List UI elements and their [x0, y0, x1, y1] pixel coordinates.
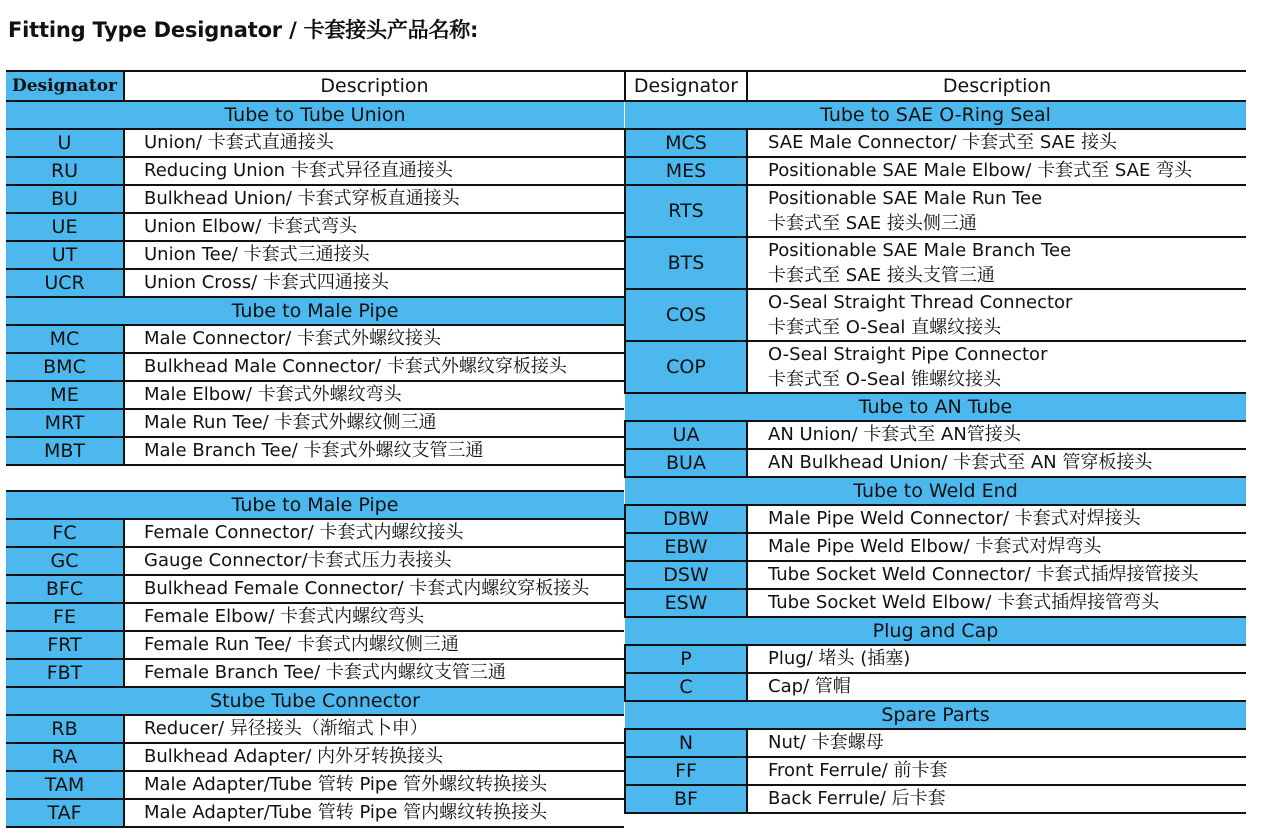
description-cell: Male Elbow/ 卡套式外螺纹弯头 — [124, 381, 624, 409]
description-line-1: Positionable SAE Male Run Tee — [768, 188, 1043, 209]
description-cell: Front Ferrule/ 前卡套 — [747, 757, 1246, 785]
table-row — [625, 237, 1246, 289]
table-row — [6, 799, 624, 827]
description-cell — [747, 289, 1246, 341]
description-cell: Male Connector/ 卡套式外螺纹接头 — [124, 325, 624, 353]
table-row — [6, 269, 624, 297]
designator-code: BU — [6, 185, 124, 213]
description-cell: Bulkhead Male Connector/ 卡套式外螺纹穿板接头 — [124, 353, 624, 381]
description-cell: Reducer/ 异径接头（渐缩式卜申） — [124, 715, 624, 743]
table-row — [6, 409, 624, 437]
designator-code: BTS — [625, 237, 747, 289]
designator-code: ESW — [625, 589, 747, 617]
designator-code: UA — [625, 421, 747, 449]
description-cell: Female Connector/ 卡套式内螺纹接头 — [124, 519, 624, 547]
description-line-2: 卡套式至 O-Seal 锥螺纹接头 — [768, 369, 1002, 390]
section-title: Tube to Male Pipe — [6, 297, 624, 325]
description-cell: Tube Socket Weld Connector/ 卡套式插焊接管接头 — [747, 561, 1246, 589]
table-row — [625, 505, 1246, 533]
section-header — [6, 687, 624, 715]
table-row — [6, 603, 624, 631]
table-row — [6, 575, 624, 603]
designator-code: N — [625, 729, 747, 757]
description-cell: Union Tee/ 卡套式三通接头 — [124, 241, 624, 269]
section-header — [625, 477, 1246, 505]
description-cell: Union Elbow/ 卡套式弯头 — [124, 213, 624, 241]
table-row — [6, 743, 624, 771]
table-row — [625, 289, 1246, 341]
description-cell: Union Cross/ 卡套式四通接头 — [124, 269, 624, 297]
designator-code: FRT — [6, 631, 124, 659]
designator-code: RA — [6, 743, 124, 771]
table-row — [6, 659, 624, 687]
description-cell: Plug/ 堵头 (插塞) — [747, 645, 1246, 673]
description-cell: Tube Socket Weld Elbow/ 卡套式插焊接管弯头 — [747, 589, 1246, 617]
right-designator-table — [624, 70, 1246, 814]
description-cell: Positionable SAE Male Elbow/ 卡套式至 SAE 弯头 — [747, 157, 1246, 185]
designator-code: MC — [6, 325, 124, 353]
description-cell: SAE Male Connector/ 卡套式至 SAE 接头 — [747, 129, 1246, 157]
description-cell — [747, 341, 1246, 393]
table-row — [625, 729, 1246, 757]
description-cell: Bulkhead Adapter/ 内外牙转换接头 — [124, 743, 624, 771]
designator-code: RTS — [625, 185, 747, 237]
description-cell: Male Pipe Weld Connector/ 卡套式对焊接头 — [747, 505, 1246, 533]
section-title: Tube to Tube Union — [6, 101, 624, 129]
table-row — [6, 437, 624, 465]
designator-code: BF — [625, 785, 747, 813]
section-title: Tube to Weld End — [625, 477, 1246, 505]
table-row — [6, 519, 624, 547]
description-cell — [747, 237, 1246, 289]
table-row — [625, 449, 1246, 477]
section-title: Plug and Cap — [625, 617, 1246, 645]
table-row — [6, 715, 624, 743]
designator-code: TAF — [6, 799, 124, 827]
designator-header: Designator — [625, 71, 747, 101]
table-row — [625, 645, 1246, 673]
table-row — [6, 325, 624, 353]
table-row — [625, 533, 1246, 561]
section-title: Stube Tube Connector — [6, 687, 624, 715]
table-row — [625, 785, 1246, 813]
description-cell: Female Elbow/ 卡套式内螺纹弯头 — [124, 603, 624, 631]
designator-code: MCS — [625, 129, 747, 157]
table-row — [625, 561, 1246, 589]
description-cell: Female Branch Tee/ 卡套式内螺纹支管三通 — [124, 659, 624, 687]
table-row — [625, 185, 1246, 237]
header-row — [6, 71, 624, 101]
table-row — [625, 673, 1246, 701]
designator-code: COS — [625, 289, 747, 341]
table-row — [6, 185, 624, 213]
description-cell: Male Run Tee/ 卡套式外螺纹侧三通 — [124, 409, 624, 437]
section-header — [625, 393, 1246, 421]
section-header — [6, 491, 624, 519]
description-line-2: 卡套式至 SAE 接头支管三通 — [768, 265, 995, 286]
table-row — [6, 241, 624, 269]
table-row — [625, 157, 1246, 185]
table-row — [625, 129, 1246, 157]
designator-code: DSW — [625, 561, 747, 589]
header-row — [625, 71, 1246, 101]
designator-code: U — [6, 129, 124, 157]
section-title: Tube to Male Pipe — [6, 491, 624, 519]
designator-code: TAM — [6, 771, 124, 799]
table-row — [625, 589, 1246, 617]
description-cell: Union/ 卡套式直通接头 — [124, 129, 624, 157]
table-row — [6, 771, 624, 799]
spacer-cell — [6, 465, 624, 491]
description-line-1: O-Seal Straight Pipe Connector — [768, 344, 1048, 365]
table-row — [625, 421, 1246, 449]
table-row — [6, 213, 624, 241]
section-title: Tube to SAE O-Ring Seal — [625, 101, 1246, 129]
table-row — [6, 631, 624, 659]
designator-code: EBW — [625, 533, 747, 561]
designator-header: Designator — [6, 71, 124, 101]
designator-code: UCR — [6, 269, 124, 297]
designator-code: BUA — [625, 449, 747, 477]
designator-code: P — [625, 645, 747, 673]
spacer-row — [6, 465, 624, 491]
section-header — [625, 617, 1246, 645]
description-cell — [747, 185, 1246, 237]
designator-code: FF — [625, 757, 747, 785]
description-cell: Reducing Union 卡套式异径直通接头 — [124, 157, 624, 185]
designator-code: COP — [625, 341, 747, 393]
description-line-2: 卡套式至 SAE 接头侧三通 — [768, 213, 977, 234]
description-cell: AN Union/ 卡套式至 AN管接头 — [747, 421, 1246, 449]
description-cell: Female Run Tee/ 卡套式内螺纹侧三通 — [124, 631, 624, 659]
designator-code: BMC — [6, 353, 124, 381]
page-title: Fitting Type Designator / 卡套接头产品名称: — [8, 18, 479, 42]
section-title: Tube to AN Tube — [625, 393, 1246, 421]
section-header — [6, 297, 624, 325]
section-header — [6, 101, 624, 129]
designator-code: DBW — [625, 505, 747, 533]
section-header — [625, 101, 1246, 129]
designator-code: ME — [6, 381, 124, 409]
description-line-1: O-Seal Straight Thread Connector — [768, 292, 1073, 313]
table-row — [6, 129, 624, 157]
designator-code: MBT — [6, 437, 124, 465]
description-cell: Cap/ 管帽 — [747, 673, 1246, 701]
designator-code: BFC — [6, 575, 124, 603]
table-row — [625, 341, 1246, 393]
left-designator-table — [6, 70, 624, 828]
description-cell: Bulkhead Union/ 卡套式穿板直通接头 — [124, 185, 624, 213]
description-cell: AN Bulkhead Union/ 卡套式至 AN 管穿板接头 — [747, 449, 1246, 477]
description-cell: Nut/ 卡套螺母 — [747, 729, 1246, 757]
section-title: Spare Parts — [625, 701, 1246, 729]
designator-code: UE — [6, 213, 124, 241]
designator-code: RU — [6, 157, 124, 185]
designator-code: FC — [6, 519, 124, 547]
description-cell: Male Branch Tee/ 卡套式外螺纹支管三通 — [124, 437, 624, 465]
description-header: Description — [747, 71, 1246, 101]
designator-code: FE — [6, 603, 124, 631]
table-row — [6, 157, 624, 185]
designator-code: C — [625, 673, 747, 701]
description-cell: Gauge Connector/卡套式压力表接头 — [124, 547, 624, 575]
description-cell: Bulkhead Female Connector/ 卡套式内螺纹穿板接头 — [124, 575, 624, 603]
description-header: Description — [124, 71, 624, 101]
table-row — [6, 353, 624, 381]
table-row — [6, 547, 624, 575]
designator-code: MRT — [6, 409, 124, 437]
designator-code: RB — [6, 715, 124, 743]
description-line-1: Positionable SAE Male Branch Tee — [768, 240, 1072, 261]
description-cell: Male Adapter/Tube 管转 Pipe 管内螺纹转换接头 — [124, 799, 624, 827]
designator-code: MES — [625, 157, 747, 185]
designator-code: GC — [6, 547, 124, 575]
description-cell: Male Adapter/Tube 管转 Pipe 管外螺纹转换接头 — [124, 771, 624, 799]
designator-code: UT — [6, 241, 124, 269]
table-row — [6, 381, 624, 409]
section-header — [625, 701, 1246, 729]
description-line-2: 卡套式至 O-Seal 直螺纹接头 — [768, 317, 1002, 338]
description-cell: Back Ferrule/ 后卡套 — [747, 785, 1246, 813]
designator-code: FBT — [6, 659, 124, 687]
table-row — [625, 757, 1246, 785]
description-cell: Male Pipe Weld Elbow/ 卡套式对焊弯头 — [747, 533, 1246, 561]
